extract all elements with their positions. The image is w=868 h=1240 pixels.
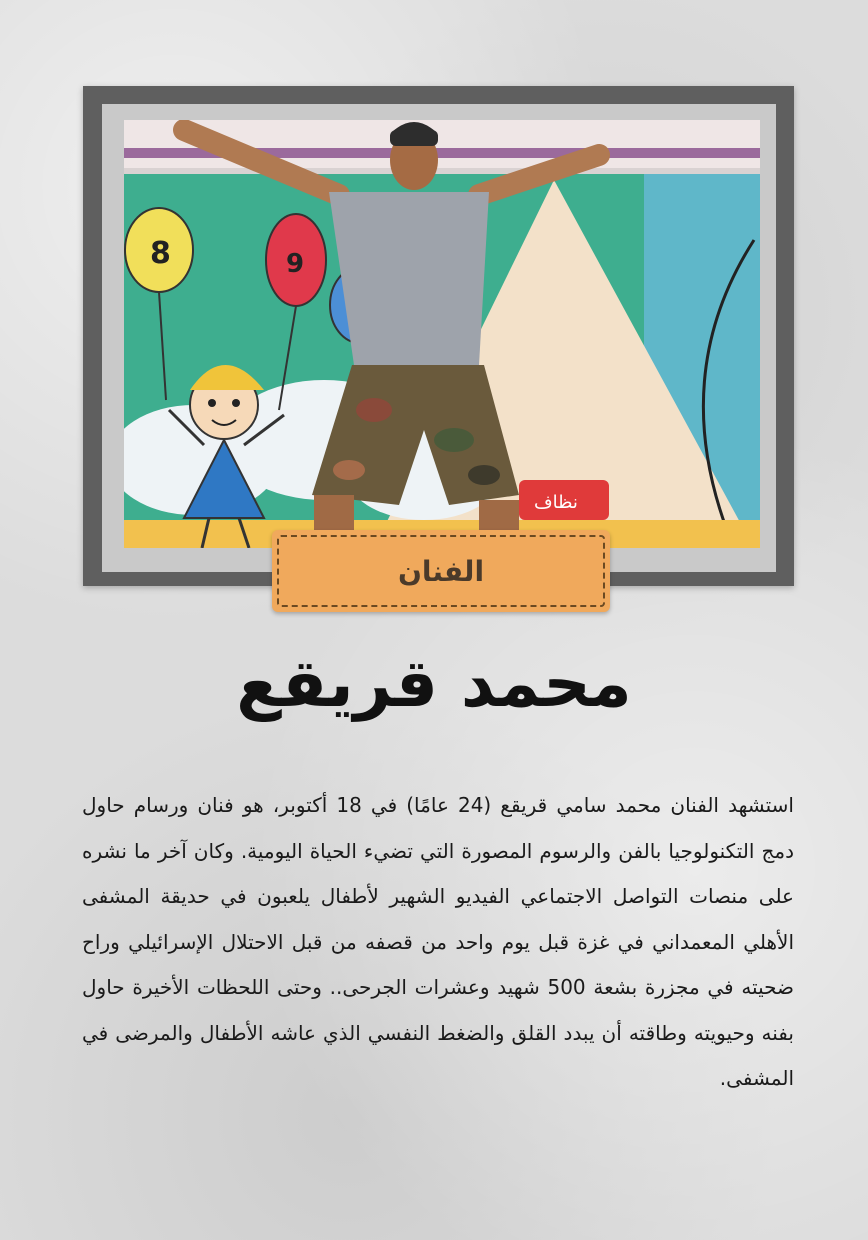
artist-name: محمد قريقع (236, 645, 632, 722)
balloon-number-8: 8 (150, 236, 171, 271)
mural-sign-text: نظاف (534, 492, 578, 513)
title-label: الفنان (397, 554, 485, 588)
artist-photo (124, 120, 760, 548)
biography-text: استشهد الفنان محمد سامي قريقع (24 عامًا) في 18 أكتوبر، هو فنان ورسام حاول دمج التكنولوجيا بالفن والرسوم المصورة التي تضيء الحياة اليومية. وكان آخر ما نشره على منصات التواصل الاجتماعي الفيديو الشهير لأطفال يلعبون في حديقة المشفى الأهلي المعمداني في غزة قبل يوم واحد من قصفه من قبل الاحتلال الإسرائيلي وراح ضحيته في مجزرة بشعة 500 شهيد وعشرات الجرحى.. وحتى اللحظات الأخيرة حاول بفنه وحيويته وطاقته أن يبدد القلق والضغط النفسي الذي عاشه الأطفال والمرضى في المشفى. (82, 793, 795, 1090)
balloon-number-9: 9 (286, 249, 305, 279)
title-label-box (272, 530, 610, 612)
mural-sign (519, 480, 609, 520)
